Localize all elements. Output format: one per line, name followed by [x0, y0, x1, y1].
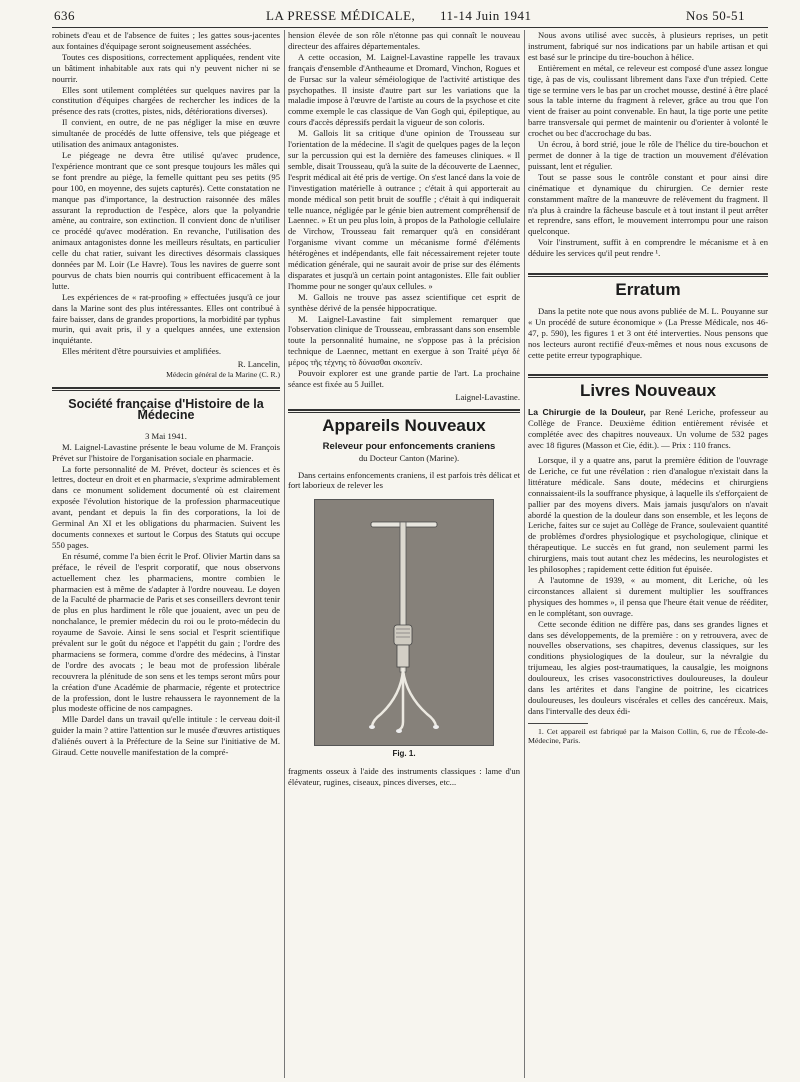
paragraph: M. Gallois ne trouve pas assez scientifique cet esprit de synthèse dérivé de la pensée hippocratique. — [288, 291, 520, 313]
section-rule — [52, 387, 280, 389]
paragraph: Lorsque, il y a quatre ans, parut la première édition de l'ouvrage de Leriche, ce fut une révélation : rien d'analogue n'existait dans la littérature médicale. Sans doute, médecins et chirurgiens connaissaient-ils la souffrance physique, à laquelle ils s'efforçaient de pallier par des moyens divers. Mais jamais jusqu'alors on n'avait abordé la question de la douleur dans son ensemble, et les leçons de Leriche, faites sur ce sujet au Collège de France, soulevaient quantité de problèmes d'ordres physiologique et psychologique, clinique et thérapeutique. Le succès en fut grand, non seulement parmi les chirurgiens, mais tout autant chez les médecins, les neurologistes et les philosophes ; rapidement cette édition fut épuisée. — [528, 455, 768, 575]
footnote: 1. Cet appareil est fabriqué par la Maison Collin, 6, rue de l'École-de-Médecine, Paris. — [528, 726, 768, 746]
paragraph: Voir l'instrument, suffit à en comprendre le mécanisme et à en déduire les services qu'il peut rendre ¹. — [528, 237, 768, 259]
instrument-photo — [314, 499, 494, 746]
paragraph: A cette occasion, M. Laignel-Lavastine rappelle les travaux français d'ensemble d'Antheaume et Dromard, Vinchon, Rogues et de Fursac sur la valeur séméiologique de l'activité artistique des psychopathes. Il insiste d'autre part sur les variations que la maladie impose à l'œuvre de l'artiste au cours de la psychose et cite comme exemple le cas classique de Van Gogh qui, épileptique, au cours d'accès dépressifs perdait la vigueur de son coloris. — [288, 51, 520, 128]
paragraph: En résumé, comme l'a bien écrit le Prof. Olivier Martin dans sa préface, le réveil de l'esprit corporatif, que nous observons actuellement chez les pharmaciens, montre combien le pharmacien est à même de s'adapter à l'ordre nouveau. Le doyen de la Faculté de pharmacie de Paris et ses conseillers devront tenir de plus en plus hardiment le rôle que jouaient, avec un peu de nonchalance, le premier médecin du roi ou le proto-médecin du royaume de Savoie. Ainsi le sens social et l'esprit scientifique prévalent sur le goût du négoce et l'appétit du gain ; l'ordre des pharmaciens se formera, comme d'ordre des médecins, à l'instar de l'ordre des avocats ; le beau mot de profession libérale recouvrera la plénitude de son sens et les temps seront mûrs pour la création d'une Académie de pharmacie, régente et protectrice de la profession, dont le lustre rehaussera le rayonnement de la plus modeste officine de nos campagnes. — [52, 550, 280, 714]
paragraph: fragments osseux à l'aide des instruments classiques : lame d'un élévateur, rugines, ciseaux, pinces diverses, etc... — [288, 766, 520, 788]
paragraph: M. Laignel-Lavastine présente le beau volume de M. François Prévet sur l'histoire de l'organisation sociale en pharmacie. — [52, 441, 280, 463]
paragraph: Elles méritent d'être poursuivies et amplifiées. — [62, 346, 222, 357]
paragraph: Pouvoir explorer est une grande partie de l'art. La prochaine séance est fixée au 5 Juillet. — [288, 368, 520, 389]
paragraph: robinets d'eau et de l'absence de fuites ; les gattes sous-jacentes aux fontaines d'équipage seront soigneusement asséchées. — [52, 30, 280, 51]
paragraph: Un écrou, à bord strié, joue le rôle de l'hélice du tire-bouchon et permet de donner à la tige de traction un mouvement d'élévation puissant, lent et régulier. — [528, 139, 768, 171]
column-middle — [288, 30, 520, 1078]
paragraph: Toutes ces dispositions, correctement appliquées, rendent vite un bâtiment inhabitable aux rats qui n'y peuvent nicher ni se nourrir. — [52, 51, 280, 84]
issue-date: 11-14 Juin 1941 — [440, 8, 532, 23]
page-number: 636 — [54, 8, 75, 23]
book-title: La Chirurgie de la Douleur, — [528, 407, 646, 418]
paragraph: hension élevée de son rôle n'étonne pas qui connaît le nouveau directeur des affaires départementales. — [288, 30, 520, 51]
paragraph: Mlle Dardel dans un travail qu'elle intitule : le cerveau doit-il guider la main ? attire l'attention sur le musée d'œuvres artistiques d'aliénés ouvert à la Préfecture de la Seine sur l'initiative de M. Giraud. Cette nouvelle manifestation de la compré- — [52, 714, 280, 758]
section-rule — [528, 374, 768, 376]
paragraph: Il convient, en outre, de ne pas négliger la mise en œuvre simultanée de procédés de lutte offensive, tels que piégeage et utilisation des animaux antagonistes. — [52, 117, 280, 150]
author-signature: Laignel-Lavastine. — [455, 391, 520, 402]
section-rule — [288, 409, 520, 411]
column-divider — [524, 30, 525, 1078]
paragraph: M. Laignel-Lavastine fait simplement remarquer que l'observation clinique de Trousseau, embrassant dans son ensemble toute la personnalité humaine, ne s'oppose pas à la précision technique de Laennec, mettant en exergue à son Traité μέγα δὲ μέρος τῆς τέχνης τὸ δύνασθαι σκοπεῖν. — [288, 313, 520, 368]
paragraph: Tout se passe sous le contrôle constant et pour ainsi dire cinématique et dynamique du chirurgien. Ce dernier reste constamment maître de la manœuvre de relèvement du fragment. Il n'a plus à craindre la fâcheuse bascule et à tout instant il peut arrêter et reprendre, sans effort, le mouvement interrompu pour une raison quelconque. — [528, 171, 768, 237]
skull-elevator-illustration — [315, 500, 493, 745]
book-entry — [528, 407, 768, 451]
column-divider — [284, 30, 285, 1078]
paragraph: La forte personnalité de M. Prévet, docteur ès sciences et ès lettres, docteur en droit et en pharmacie, s'exprime admirablement dans ce monument solidement documenté où est clairement exposée l'évolution historique de la profession pharmaceutique avant, pendant et depuis la fin des corporations, la loi de Germinal An XI et les obligations du pharmacien. Suivent les documents connexes et surtout le Corpus des Statuts qui occupe 550 pages. — [52, 463, 280, 550]
author-signature: R. Lancelin, — [237, 359, 280, 370]
society-section-title: Société française d'Histoire de la Médecine — [68, 397, 264, 422]
section-rule — [528, 276, 768, 277]
page-header — [54, 6, 766, 26]
paragraph: M. Gallois lit sa critique d'une opinion de Trousseau sur l'orientation de la médecine. Il s'agit de quelques pages de la leçon sur la percussion qui est la dernière des fameuses cliniques. « Il semble, disait Trousseau, qu'à la suite de la découverte de Laennec, l'esprit médical ait été pris de vertige. On s'est lancé dans la voie de l'investigation matérielle à outrance ; c'était à qui apporterait au monde médical son petit bruit de souffle ; c'était à qui indiquerait telle nuance, négligée par le génie bien autrement compréhensif de Laennec. » Et un peu plus loin, à propos de la Pathologie cellulaire de Virchow, Trousseau fait remarquer qu'à en considérant l'organisme vivant comme un mécanisme formé d'éléments hétérogènes et indépendants, elle fait nécessairement rejeter toute médication générale, qui ne saurait avoir de prise sur des éléments disparates et jusqu'à un certain point antagonistes. Elle fait oublier l'homme pour ne songer qu'aux cellules. » — [288, 128, 520, 291]
article-title: Releveur pour enfoncements craniens — [322, 440, 496, 452]
erratum-title: Erratum — [615, 280, 681, 300]
section-rule — [528, 377, 768, 378]
paragraph: Nous avons utilisé avec succès, à plusieurs reprises, un petit instrument, fabriqué sur nos indications par un habile artisan et qui est basé sur le principe du tire-bouchon à hélice. — [528, 30, 768, 62]
paragraph: Entièrement en métal, ce releveur est composé d'une assez longue tige, à pas de vis, coulissant librement dans l'axe d'un trépied. Cette tige se termine vers le bas par un crochet mousse, destiné à être placé sous la table interne du fragment à relever, grâce au trou que l'on vient de fraiser au point convenable. En haut, la tige porte une petite barre transversale qui permet de maintenir ou d'orienter à volonté le crochet ou bec d'accrochage du bas. — [528, 62, 768, 139]
section-rule — [288, 412, 520, 413]
article-author: du Docteur Canton (Marine). — [358, 452, 460, 463]
paragraph: A l'automne de 1939, « au moment, dit Leriche, où les circonstances allaient si durement multiplier les souffrances physiques des hommes », il pensa que l'heure était venue de rééditer, en le complétant, son ouvrage. — [528, 574, 768, 618]
paragraph: Cette seconde édition ne diffère pas, dans ses grandes lignes et dans ses développements, de la première : on y retrouvera, avec de nouvelles observations, ses chapitres, devenus classiques, sur les conditions physiologiques de la douleur, sur la névralgie du trijumeau, les algies post-traumatiques, la causalgie, les moignons douloureux, les crises vasoconstrictives douloureuses, la douleur dans les artérites et dans l'angine de poitrine, les cicatrices douloureuses, les douleurs viscérales et celles des cancéreux. Mais, dans l'intervalle des deux édi- — [528, 618, 768, 716]
books-section-title: Livres Nouveaux — [579, 381, 717, 401]
journal-title: LA PRESSE MÉDICALE, — [266, 8, 416, 23]
paragraph: Les expériences de « rat-proofing » effectuées jusqu'à ce jour dans la Marine sont des plus intéressantes. Elles ont contribué à faire baisser, dans de grandes proportions, la morbidité par typhus murin, qui avait pris, il y a quelques années, une extension inquiétante. — [52, 291, 280, 346]
book-details: par René Leriche, professeur au Collège de France. Deuxième édition entièrement révisée et complétée avec des chapitres nouveaux. Un volume de 532 pages avec 18 figures (Masson et Cie, édit.). — Prix : 110 francs. — [528, 407, 768, 451]
author-title: Médecin général de la Marine (C. R.) — [166, 370, 280, 380]
figure-caption: Fig. 1. — [392, 749, 416, 759]
paragraph: Le piégeage ne devra être utilisé qu'avec prudence, l'expérience montrant que ce sont presque toujours les mâles qui se font prendre au piège, la femelle quittant peu ses petits (95 pour 100, en moyenne, des sujets capturés). Cette constatation ne manque pas d'importance, la destruction raisonnée des mâles assurant la reproduction de l'espèce, alors que la polyandrie amène, au contraire, son extinction. Il convient donc de n'utiliser ce procédé qu'avec modération. En revanche, l'utilisation des animaux antagonistes donne les meilleurs résultats, en particulier celle du chat ratier, suivant les directives désormais classiques données par M. Loir (Le Havre). Tous les navires de guerre sont pourvus de chats bien nourris qui contribuent efficacement à la lutte. — [52, 149, 280, 291]
column-right — [528, 30, 768, 1078]
erratum-text: Dans la petite note que nous avons publiée de M. L. Pouyanne sur « Un procédé de suture économique » (La Presse Médicale, nos 46-47, p. 590), les figures 1 et 3 ont été interverties. Nous pensons que nos lecteurs auront rectifié d'eux-mêmes et nous nous excusons de cette petite erreur typographique. — [528, 305, 768, 360]
paragraph: Elles sont utilement complétées sur quelques navires par la constitution d'équipes chargées de rechercher les indices de la présence des rats (crottes, pistes, nids, détériorations diverses). — [52, 84, 280, 117]
column-left — [52, 30, 280, 1078]
paragraph: Dans certains enfoncements craniens, il est parfois très délicat et fort laborieux de relever les — [288, 469, 520, 491]
section-rule — [528, 273, 768, 275]
section-rule — [52, 390, 280, 391]
footnote-rule — [528, 723, 588, 724]
meeting-date: 3 Mai 1941. — [145, 430, 187, 441]
devices-section-title: Appareils Nouveaux — [322, 415, 486, 435]
issue-number: Nos 50-51 — [686, 8, 746, 23]
header-rule — [52, 27, 768, 28]
